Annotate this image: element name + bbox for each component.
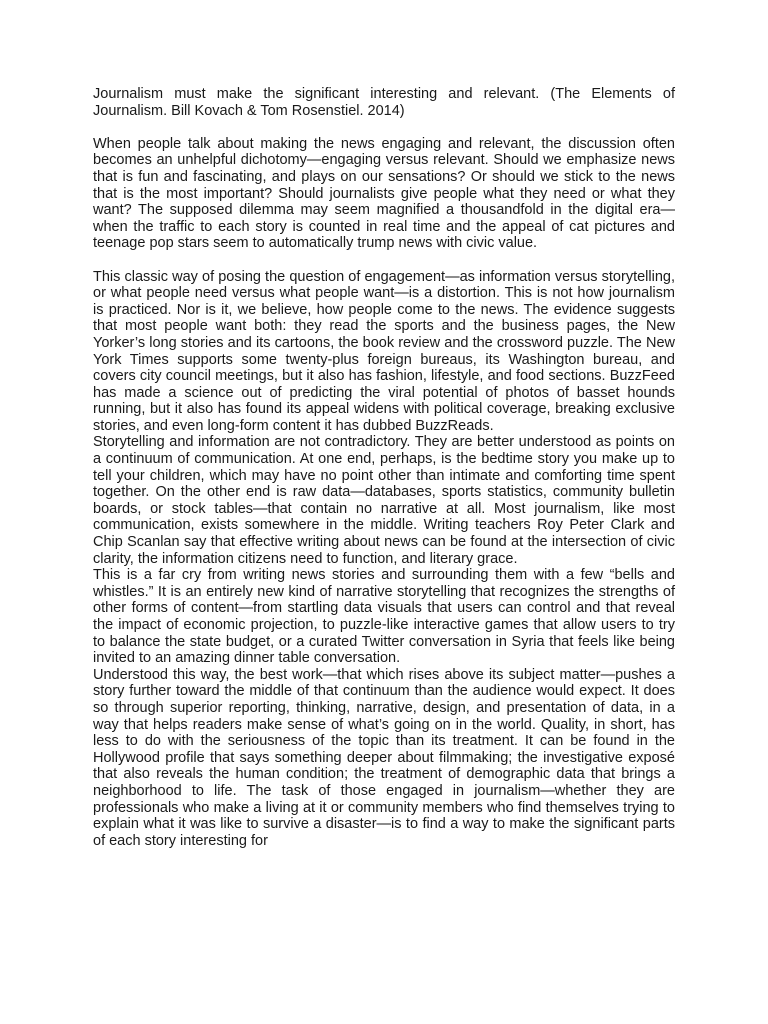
paragraph-engagement: This classic way of posing the question of engagement—as information versus storytelling, or what people need versus what people want—is a distortion. This is not how journalism is practiced. Nor is it, we believe, how people come to the news. The evidence suggests that most people want both: they read the sports and the business pages, the New Yorker’s long stories and its cartoons, the book review and the crossword puzzle. The New York Times supports some twenty-plus foreign bureaus, its Washington bureau, and covers city council meetings, but it also has fashion, lifestyle, and food sections. BuzzFeed has made a science out of predicting the viral potential of photos of basset hounds running, but it also has found its appeal widens with political coverage, breaking exclusive stories, and even long-form content it has dubbed BuzzReads. (93, 268, 675, 434)
paragraph-continuum: Storytelling and information are not contradictory. They are better understood as points on a continuum of communication. At one end, perhaps, is the bedtime story you make up to tell your children, which may have no point other than intimate and comforting time spent together. On the other end is raw data—databases, sports statistics, community bulletin boards, or stock tables—that contain no narrative at all. Most journalism, like most communication, exists somewhere in the middle. Writing teachers Roy Peter Clark and Chip Scanlan say that effective writing about news can be found at the intersection of civic clarity, the information citizens need to function, and literary grace. (93, 434, 675, 567)
document-body (93, 86, 675, 849)
paragraph-quality: Understood this way, the best work—that which rises above its subject matter—pushes a story further toward the middle of that continuum than the audience would expect. It does so through superior reporting, thinking, narrative, design, and presentation of data, in a way that helps readers make sense of what’s going on in the world. Quality, in short, has less to do with the seriousness of the topic than its treatment. It can be found in the Hollywood profile that says something deeper about filmmaking; the investigative exposé that also reveals the human condition; the treatment of demographic data that brings a neighborhood to life. The task of those engaged in journalism—whether they are professionals who make a living at it or community members who find themselves trying to explain what it was like to survive a disaster—is to find a way to make the significant parts of each story interesting for (93, 666, 675, 849)
paragraph-storytelling: This is a far cry from writing news stories and surrounding them with a few “bells and whistles.” It is an entirely new kind of narrative storytelling that recognizes the strengths of other forms of content—from startling data visuals that users can control and that reveal the impact of economic projection, to puzzle-like interactive games that allow users to try to balance the state budget, or a curated Twitter conversation in Syria that feels like being invited to an amazing dinner table conversation. (93, 567, 675, 667)
paragraph-dichotomy: When people talk about making the news engaging and relevant, the discussion often becomes an unhelpful dichotomy—engaging versus relevant. Should we emphasize news that is fun and fascinating, and plays on our sensations? Or should we stick to the news that is the most important? Should journalists give people what they need or what they want? The supposed dilemma may seem magnified a thousandfold in the digital era—when the traffic to each story is counted in real time and the appeal of cat pictures and teenage pop stars seem to automatically trump news with civic value. (93, 135, 675, 252)
paragraph-citation: Journalism must make the significant interesting and relevant. (The Elements of Journalism. Bill Kovach & Tom Rosenstiel. 2014) (93, 86, 675, 119)
